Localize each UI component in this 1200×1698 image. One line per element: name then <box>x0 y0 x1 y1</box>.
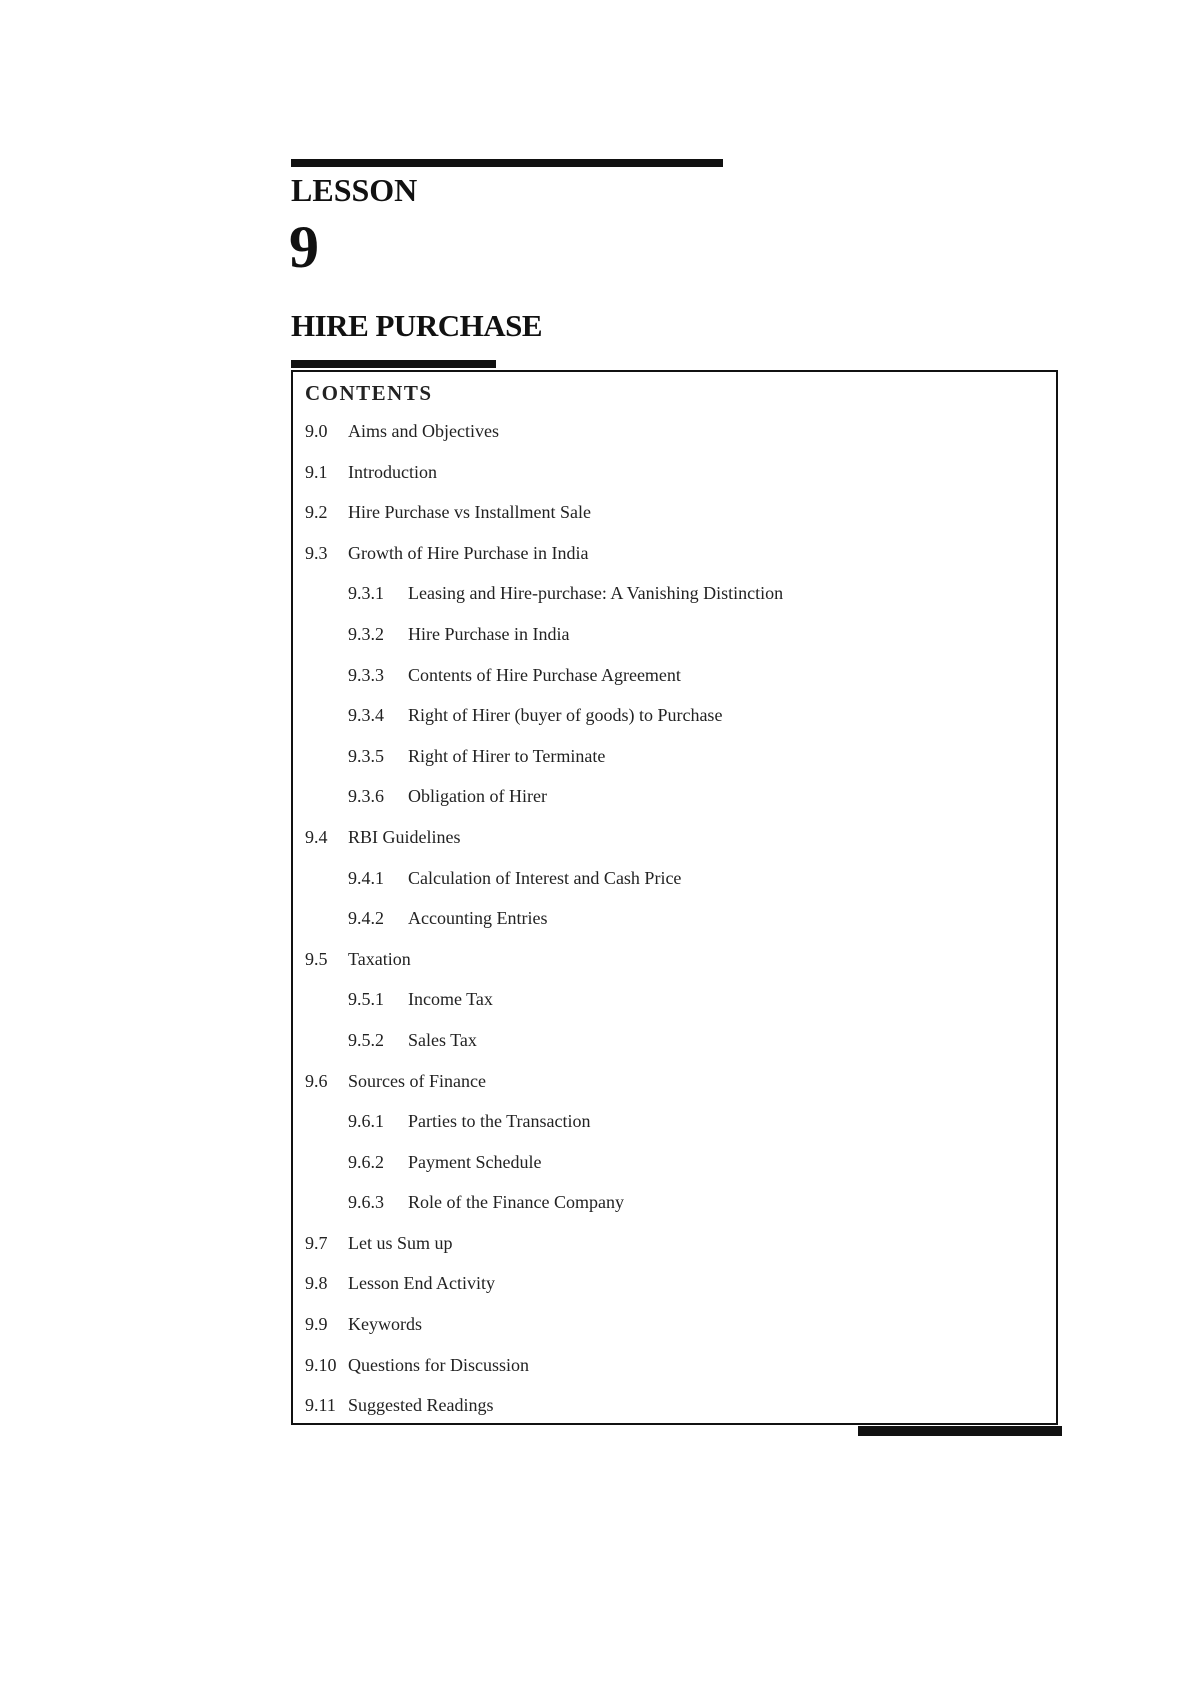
toc-entry-number: 9.6.2 <box>348 1151 384 1172</box>
toc-entry <box>305 785 783 826</box>
toc-entry-number: 9.3.2 <box>348 623 384 644</box>
toc-entry <box>305 501 783 542</box>
contents-box <box>291 370 1058 1425</box>
toc-entry-number: 9.6.3 <box>348 1192 384 1213</box>
toc-entry-title: Taxation <box>348 948 411 969</box>
toc-entry-number: 9.0 <box>305 421 328 441</box>
toc-entry-title: Accounting Entries <box>408 908 548 929</box>
toc-entry-title: Hire Purchase vs Installment Sale <box>348 502 591 523</box>
toc-entry <box>305 826 783 867</box>
toc-entry <box>305 1354 783 1395</box>
lesson-label: LESSON <box>291 172 418 208</box>
toc-entry-title: Growth of Hire Purchase in India <box>348 542 589 563</box>
toc-entry <box>305 461 783 502</box>
toc-entry-number: 9.2 <box>305 502 328 523</box>
toc-entry <box>305 582 783 623</box>
toc-entry-number: 9.4.2 <box>348 908 384 929</box>
toc-entry-number: 9.3.3 <box>348 664 384 685</box>
toc-entry-number: 9.5 <box>305 948 328 969</box>
toc-entry <box>305 948 783 989</box>
toc-entry-number: 9.1 <box>305 461 328 482</box>
lesson-number: 9 <box>289 214 319 280</box>
toc-entry-title: Payment Schedule <box>408 1151 542 1172</box>
toc-entry-number: 9.5.1 <box>348 989 384 1010</box>
toc-entry <box>305 1029 783 1070</box>
toc-entry-number: 9.3.4 <box>348 705 384 726</box>
toc-entry-number: 9.5.2 <box>348 1029 384 1050</box>
toc-entry-number: 9.9 <box>305 1314 328 1335</box>
contents-box-accent-bottom <box>858 1426 1062 1436</box>
toc-entry-number: 9.3.1 <box>348 583 384 604</box>
toc-entry <box>305 1313 783 1354</box>
toc-entry-number: 9.6 <box>305 1070 328 1091</box>
toc-entry-number: 9.8 <box>305 1273 328 1294</box>
toc-entry-title: Let us Sum up <box>348 1232 453 1253</box>
toc-entry <box>305 1151 783 1192</box>
toc-entry-title: Hire Purchase in India <box>408 623 570 644</box>
toc-entry-title: RBI Guidelines <box>348 826 461 847</box>
lesson-title: HIRE PURCHASE <box>291 308 543 343</box>
toc-entry-number: 9.7 <box>305 1232 328 1253</box>
toc-entry-number: 9.3.6 <box>348 786 384 807</box>
contents-box-accent-top <box>291 360 496 368</box>
toc-entry-title: Introduction <box>348 461 437 482</box>
toc-entry-number: 9.4.1 <box>348 867 384 888</box>
toc-entry-title: Role of the Finance Company <box>408 1192 624 1213</box>
toc-entry-title: Questions for Discussion <box>348 1354 529 1375</box>
toc-entry <box>305 420 783 461</box>
toc-entry <box>305 1232 783 1273</box>
toc-entry-title: Contents of Hire Purchase Agreement <box>408 664 681 685</box>
toc-entry-title: Sales Tax <box>408 1029 477 1050</box>
toc-entry <box>305 1272 783 1313</box>
toc-entry-title: Parties to the Transaction <box>408 1111 591 1132</box>
toc-entry <box>305 664 783 705</box>
toc-entry-number: 9.6.1 <box>348 1111 384 1132</box>
toc-entry-title: Right of Hirer (buyer of goods) to Purchase <box>408 705 723 726</box>
toc-entry-title: Suggested Readings <box>348 1395 494 1416</box>
toc-entry <box>305 623 783 664</box>
toc-entry-number: 9.3 <box>305 542 328 563</box>
toc-entry-title: Leasing and Hire-purchase: A Vanishing Distinction <box>408 583 784 604</box>
toc-entry-title: Sources of Finance <box>348 1070 486 1091</box>
toc-entry <box>305 1191 783 1232</box>
toc-entry <box>305 867 783 908</box>
toc-entry-title: Right of Hirer to Terminate <box>408 745 606 766</box>
toc-entry-number: 9.10 <box>305 1354 337 1375</box>
toc-entry-title: Income Tax <box>408 989 493 1010</box>
toc-entry <box>305 988 783 1029</box>
toc-entry <box>305 542 783 583</box>
toc-entry-title: Calculation of Interest and Cash Price <box>408 867 682 888</box>
toc-list <box>305 420 783 1435</box>
toc-entry <box>305 745 783 786</box>
toc-entry <box>305 907 783 948</box>
toc-entry-title: Aims and Objectives <box>348 421 499 441</box>
toc-entry-number: 9.4 <box>305 826 328 847</box>
toc-entry-title: Obligation of Hirer <box>408 786 547 807</box>
header-top-rule <box>291 159 723 167</box>
toc-entry <box>305 1070 783 1111</box>
toc-entry-number: 9.3.5 <box>348 745 384 766</box>
toc-entry <box>305 1110 783 1151</box>
toc-entry-number: 9.11 <box>305 1395 336 1416</box>
contents-heading: CONTENTS <box>305 381 433 405</box>
toc-entry <box>305 704 783 745</box>
toc-entry-title: Lesson End Activity <box>348 1273 495 1294</box>
toc-entry-title: Keywords <box>348 1314 422 1335</box>
toc-entry <box>305 1394 783 1435</box>
